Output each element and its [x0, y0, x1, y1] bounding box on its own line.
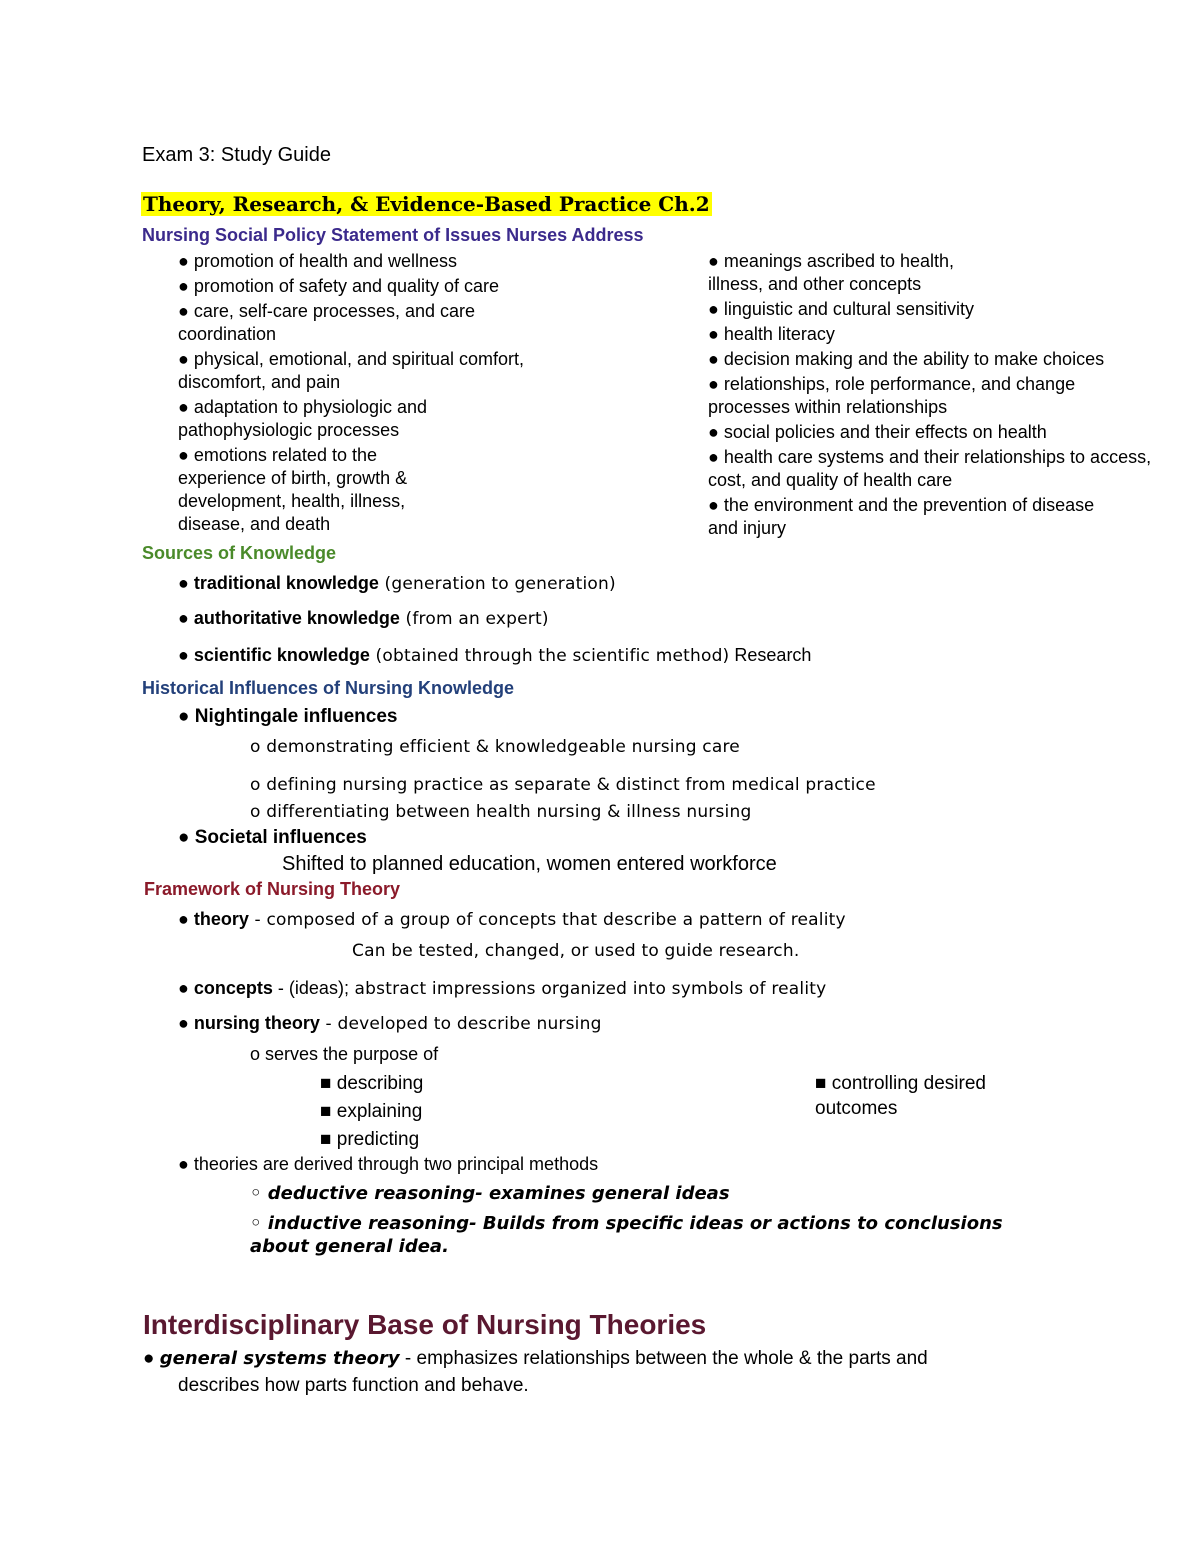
list-item [708, 250, 1151, 296]
social-policy-right-list [708, 250, 1151, 540]
list-item-line: ● care, self-care processes, and care [178, 301, 475, 321]
framework-term: concepts [193, 978, 273, 998]
inductive-reasoning [250, 1212, 1003, 1258]
serves-purpose: o serves the purpose of [250, 1044, 439, 1064]
historical-heading: Historical Influences of Nursing Knowledge [142, 678, 515, 698]
theories-derived: ● theories are derived through two principal methods [178, 1154, 599, 1174]
list-item [708, 323, 1151, 346]
framework-heading: Framework of Nursing Theory [144, 879, 401, 899]
bullet-icon: ● [178, 608, 189, 628]
framework-term: theory [193, 909, 249, 929]
general-systems-term: general systems theory [159, 1348, 400, 1369]
list-item-line: discomfort, and pain [178, 372, 341, 392]
inductive-line: ◦ inductive reasoning- Builds from specific ideas or actions to conclusions [250, 1213, 1003, 1234]
purpose-item: ■ describing [320, 1073, 424, 1094]
framework-theory [178, 909, 846, 930]
list-item-line: coordination [178, 324, 277, 344]
list-item-line: cost, and quality of health care [708, 470, 953, 490]
list-item [178, 250, 524, 273]
theory-note: Can be tested, changed, or used to guide research. [352, 941, 800, 961]
list-item-line: experience of birth, growth & [178, 468, 408, 488]
source-tail: Research [729, 645, 812, 665]
list-item [178, 444, 524, 536]
list-item [178, 396, 524, 442]
source-item-traditional [178, 573, 616, 594]
bullet-icon: ● [178, 978, 189, 998]
purposes-left-list [320, 1070, 423, 1154]
list-item-line: disease, and death [178, 514, 331, 534]
list-item [708, 298, 1151, 321]
social-policy-heading: Nursing Social Policy Statement of Issues Nurses Address [142, 225, 644, 245]
source-item-scientific [178, 645, 811, 666]
list-item-line: ● emotions related to the [178, 445, 377, 465]
general-systems-desc: - emphasizes relationships between the whole & the parts and [399, 1348, 928, 1369]
social-policy-left-list [178, 250, 524, 536]
purposes-right-list [815, 1071, 986, 1121]
bullet-icon: ● [143, 1348, 155, 1369]
interdisciplinary-heading: Interdisciplinary Base of Nursing Theories [143, 1309, 707, 1340]
framework-desc: abstract impressions organized into symbols of reality [348, 979, 827, 999]
list-item-line: ● promotion of health and wellness [178, 251, 458, 271]
list-item-line: ● physical, emotional, and spiritual comfort, [178, 349, 525, 369]
source-desc: (from an expert) [399, 609, 549, 629]
list-item [178, 300, 524, 346]
list-item-line: and injury [708, 518, 787, 538]
purpose-item: ■ explaining [320, 1101, 423, 1122]
list-item-line: ● relationships, role performance, and change [708, 374, 1076, 394]
list-item-line: ● decision making and the ability to make choices [708, 349, 1105, 369]
source-desc: (obtained through the scientific method) [369, 646, 730, 666]
list-item [708, 446, 1151, 492]
bullet-icon: ● [178, 573, 189, 593]
general-systems-desc-line2: describes how parts function and behave. [178, 1375, 529, 1396]
general-systems-theory [143, 1348, 928, 1370]
inductive-line: about general idea. [250, 1236, 449, 1257]
document-title: Exam 3: Study Guide [142, 144, 331, 166]
societal-influences: ● Societal influences [178, 827, 367, 848]
list-item-line: ● health care systems and their relationships to access, [708, 447, 1152, 467]
framework-concepts [178, 978, 826, 999]
chapter-heading: Theory, Research, & Evidence-Based Practice Ch.2 [143, 192, 710, 216]
source-desc: (generation to generation) [378, 574, 616, 594]
nightingale-influences: ● Nightingale influences [178, 706, 398, 727]
societal-note: Shifted to planned education, women entered workforce [282, 853, 777, 875]
purpose-item: ■ controlling desired [815, 1073, 986, 1094]
bullet-icon: ● [178, 645, 189, 665]
list-item-line: ● linguistic and cultural sensitivity [708, 299, 974, 319]
source-item-authoritative [178, 608, 549, 629]
list-item [178, 275, 524, 298]
framework-nursing-theory [178, 1013, 602, 1034]
nightingale-item: o defining nursing practice as separate & distinct from medical practice [250, 775, 876, 795]
bullet-icon: ● [178, 909, 189, 929]
list-item [178, 348, 524, 394]
list-item-line: processes within relationships [708, 397, 948, 417]
bullet-icon: ● [178, 1013, 189, 1033]
purpose-item: ■ predicting [320, 1129, 420, 1150]
purpose-item: outcomes [815, 1098, 898, 1119]
list-item-line: pathophysiologic processes [178, 420, 400, 440]
list-item [708, 421, 1151, 444]
list-item [708, 373, 1151, 419]
sources-heading: Sources of Knowledge [142, 543, 337, 563]
list-item-line: ● social policies and their effects on health [708, 422, 1047, 442]
list-item-line: ● the environment and the prevention of disease [708, 495, 1095, 515]
list-item [708, 348, 1151, 371]
framework-term: nursing theory [193, 1013, 320, 1033]
list-item-line: development, health, illness, [178, 491, 406, 511]
chapter-heading-row [141, 192, 712, 216]
list-item-line: ● health literacy [708, 324, 835, 344]
framework-mid: - (ideas); [272, 978, 349, 998]
list-item-line: ● adaptation to physiologic and [178, 397, 428, 417]
list-item-line: ● promotion of safety and quality of care [178, 276, 500, 296]
deductive-reasoning: ◦ deductive reasoning- examines general ideas [250, 1183, 730, 1204]
framework-desc: - composed of a group of concepts that describe a pattern of reality [248, 910, 846, 930]
list-item-line: illness, and other concepts [708, 274, 922, 294]
list-item-line: ● meanings ascribed to health, [708, 251, 955, 271]
nightingale-item: o differentiating between health nursing & illness nursing [250, 802, 752, 822]
list-item [708, 494, 1151, 540]
source-term: authoritative knowledge [193, 608, 400, 628]
source-term: traditional knowledge [193, 573, 379, 593]
nightingale-item: o demonstrating efficient & knowledgeable nursing care [250, 737, 740, 757]
source-term: scientific knowledge [193, 645, 370, 665]
framework-desc: - developed to describe nursing [319, 1014, 602, 1034]
